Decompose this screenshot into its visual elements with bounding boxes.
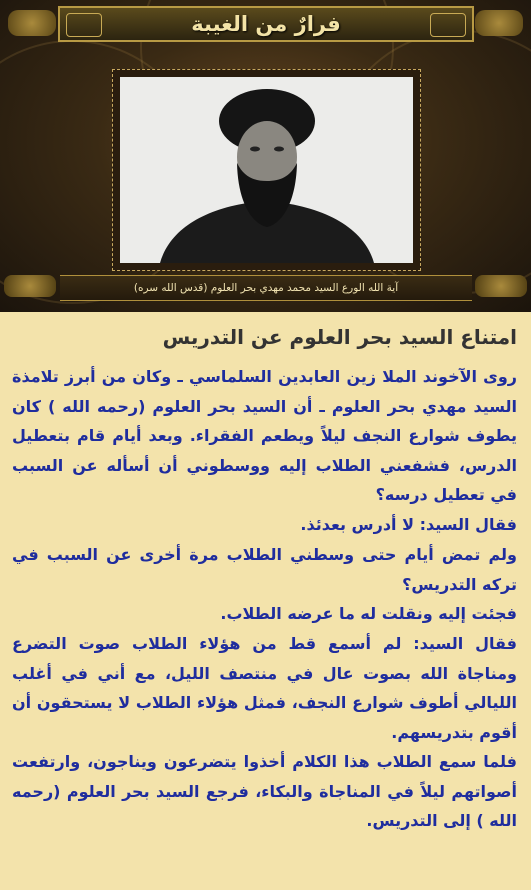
title-banner bbox=[58, 6, 474, 42]
paragraph: ولم تمض أيام حتى وسطني الطلاب مرة أخرى عن السبب في تركه التدريس؟ bbox=[12, 545, 517, 594]
header-image bbox=[0, 0, 531, 312]
ornament-right bbox=[475, 10, 523, 36]
paragraph: فلما سمع الطلاب هذا الكلام أخذوا يتضرعون ويناجون، وارتفعت أصواتهم ليلاً في المناجاة والبكاء، فرجع السيد بحر العلوم (رحمه الله ) إلى التدريس. bbox=[12, 752, 517, 830]
photo-caption-bar bbox=[60, 275, 472, 301]
caption-ornament-left bbox=[4, 275, 56, 297]
paragraph: فقال السيد: لم أسمع قط من هؤلاء الطلاب صوت التضرع ومناجاة الله بصوت عال في منتصف الليل، مع أني في أغلب الليالي أطوف شوارع النجف، فمثل هؤلاء الطلاب لا يستحقون أن أقوم بتدريسهم. bbox=[12, 634, 517, 742]
caption-ornament-right bbox=[475, 275, 527, 297]
paragraph: فقال السيد: لا أدرس بعدئذ. bbox=[300, 515, 517, 534]
article bbox=[0, 312, 531, 890]
portrait-photo bbox=[120, 77, 413, 263]
paragraph: فجئت إليه ونقلت له ما عرضه الطلاب. bbox=[220, 604, 517, 623]
photo-caption: آية الله الورع السيد محمد مهدي بحر العلوم (قدس الله سره) bbox=[133, 282, 399, 294]
paragraph: روى الآخوند الملا زين العابدين السلماسي ـ وكان من أبرز تلامذة السيد مهدي بحر العلوم ـ أن السيد بحر العلوم (رحمه الله ) كان يطوف شوارع النجف ليلاً ويطعم الفقراء. وبعد أيام قام بتعطيل الدرس، فشفعني الطلاب إليه ووسطوني أن أسأله عن السبب في تعطيل درسه؟ bbox=[12, 367, 517, 504]
page-title: فرارٌ من الغيبة bbox=[191, 12, 341, 36]
portrait-illustration bbox=[120, 77, 413, 263]
ornament-left bbox=[8, 10, 56, 36]
article-heading: امتناع السيد بحر العلوم عن التدريس bbox=[162, 325, 517, 349]
